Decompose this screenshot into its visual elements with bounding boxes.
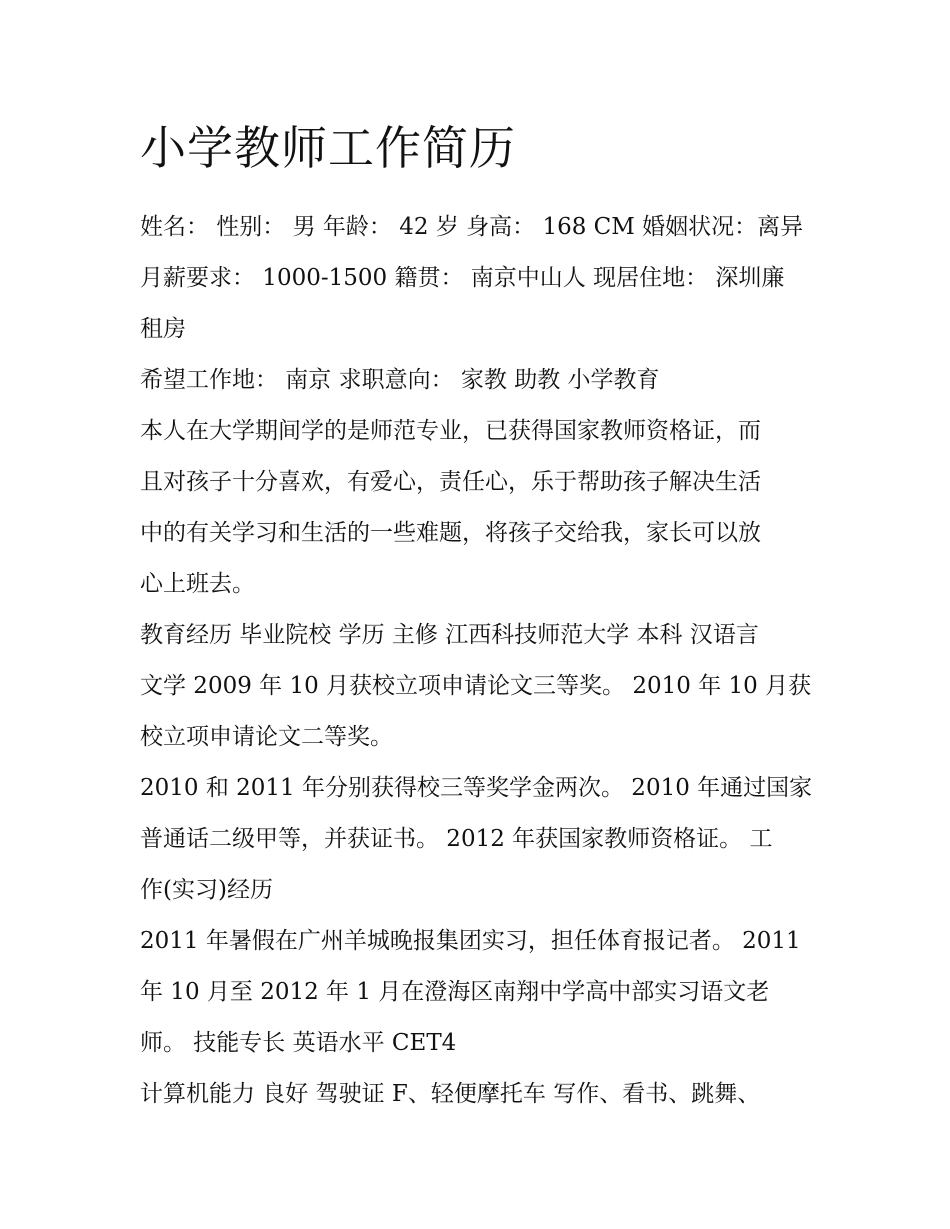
title-spacing [140, 184, 812, 202]
text-line-awards-1: 2010 和 2011 年分别获得校三等奖学金两次。 2010 年通过国家 [140, 775, 813, 801]
document-title: 小学教师工作简历 [140, 121, 516, 175]
text-line-skills-2: 计算机能力 良好 驾驶证 F、轻便摩托车 写作、看书、跳舞、 [140, 1081, 761, 1107]
text-line-experience-2: 年 10 月至 2012 年 1 月在澄海区南翔中学高中部实习语文老 [140, 979, 770, 1005]
text-line-awards-3: 作(实习)经历 [140, 877, 273, 903]
text-line-education-2: 文学 2009 年 10 月获校立项申请论文三等奖。 2010 年 10 月获 [140, 673, 812, 699]
text-line-education-3: 校立项申请论文二等奖。 [140, 724, 393, 750]
text-line-salary-origin: 月薪要求： 1000-1500 籍贯： 南京中山人 现居住地： 深圳廉 [140, 265, 785, 291]
text-line-intro-1: 本人在大学期间学的是师范专业，已获得国家教师资格证，而 [140, 418, 761, 444]
text-line-intro-3: 中的有关学习和生活的一些难题，将孩子交给我，家长可以放 [140, 520, 761, 546]
text-line-residence: 租房 [140, 316, 186, 342]
text-line-job-intent: 希望工作地： 南京 求职意向： 家教 助教 小学教育 [140, 367, 660, 393]
text-line-intro-4: 心上班去。 [140, 571, 255, 597]
text-line-experience-1: 2011 年暑假在广州羊城晚报集团实习，担任体育报记者。 2011 [140, 928, 801, 954]
text-line-education-1: 教育经历 毕业院校 学历 主修 江西科技师范大学 本科 汉语言 [140, 622, 759, 648]
text-line-awards-2: 普通话二级甲等，并获证书。 2012 年获国家教师资格证。 工 [140, 826, 773, 852]
document-body [140, 112, 812, 1120]
text-line-intro-2: 且对孩子十分喜欢，有爱心，责任心，乐于帮助孩子解决生活 [140, 469, 761, 495]
text-line-personal-info: 姓名： 性别： 男 年龄： 42 岁 身高： 168 CM 婚姻状况：离异 [140, 214, 804, 240]
text-line-skills-1: 师。 技能专长 英语水平 CET4 [140, 1030, 457, 1056]
